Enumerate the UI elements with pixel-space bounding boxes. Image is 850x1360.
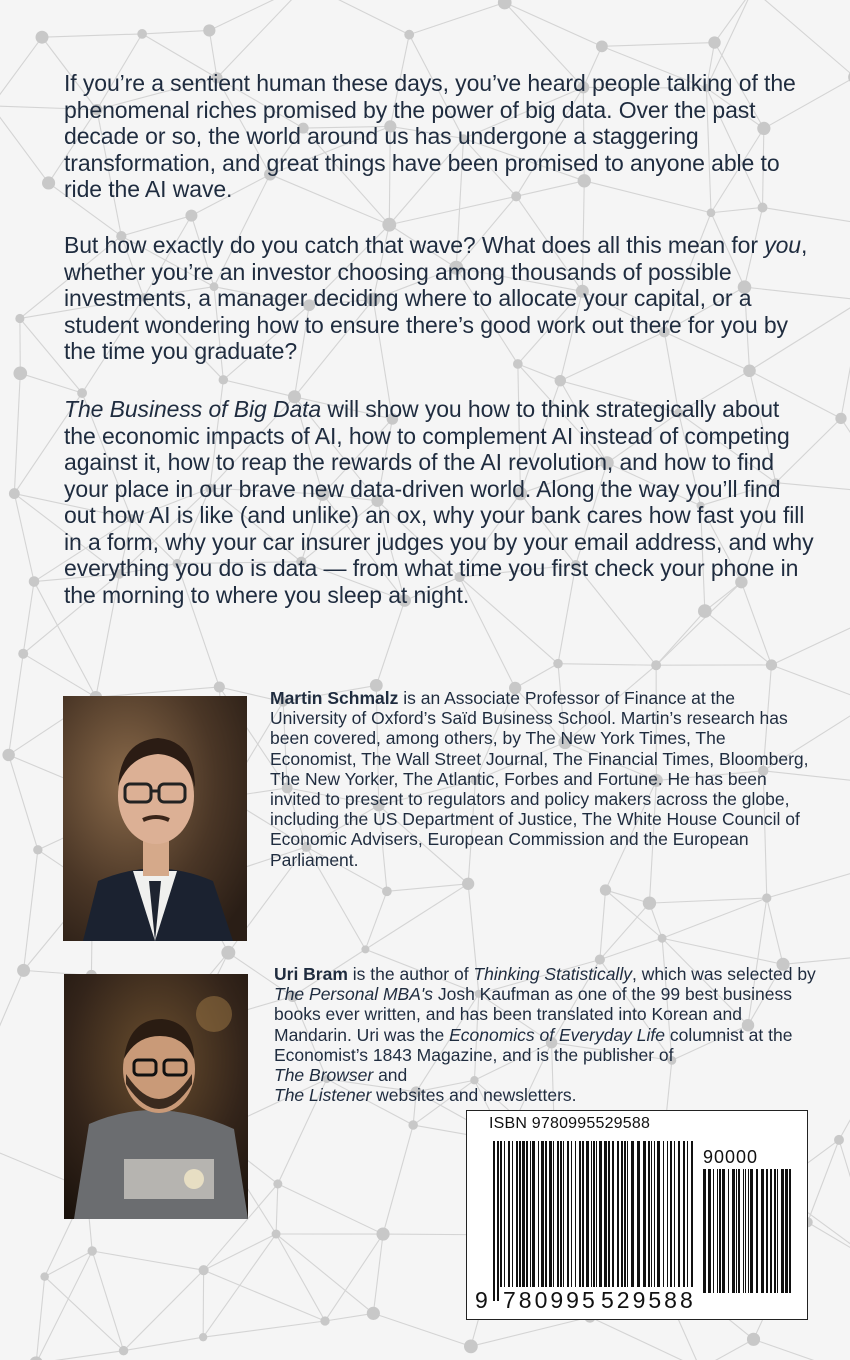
- author-bio-text: is the author of: [347, 964, 474, 984]
- blurb-paragraph-2: [64, 232, 814, 365]
- barcode-lead-digit: 9: [475, 1287, 488, 1313]
- author-photo-martin-schmalz: [63, 696, 247, 941]
- author-name: Uri Bram: [274, 964, 348, 984]
- column-title: Economics of Everyday Life: [449, 1024, 666, 1045]
- blurb-paragraph-3: [64, 396, 814, 608]
- author-bio-text: websites and newsletters.: [371, 1085, 577, 1106]
- blurb-text: But how exactly do you catch that wave? What does all this mean for: [64, 232, 765, 258]
- author-bio-uri-bram: [274, 964, 819, 1105]
- book-title: The Business of Big Data: [64, 396, 322, 422]
- author-bio-text: , which was selected by: [631, 964, 816, 984]
- isbn-barcode: [466, 1110, 808, 1320]
- author-bio-text: is an Associate Professor of Finance at the University of Oxford’s Saïd Business School. Martin’s research has been covered, among others, by The New York Times, The Economist, The Wall Street Journal, The Financial Times, Bloomberg, The New Yorker, The Atlantic, Forbes and Fortune. He has been invited to present to regulators and policy makers across the globe, including the US Department of Justice, The White House Council of Economic Advisers, European Commission and the European Parliament.: [270, 688, 809, 870]
- author-bio-text: Josh Kaufman as one of the 99 best business books ever written, and has been translated into Korean and Mandarin. Uri was the: [274, 984, 792, 1045]
- blurb-text: will show you how to think strategically about the economic impacts of AI, how to complement AI instead of competing against it, how to reap the rewards of the AI revolution, and how to find your place in our brave new data-driven world. Along the way you’ll find out how AI is like (and unlike) an ox, why your bank cares how fast you fill in a form, why your car insurer judges you by your email address, and why everything you do is data — from what time you first check your phone in the morning to where you sleep at night.: [64, 396, 814, 608]
- barcode-bars: [493, 1141, 693, 1301]
- blurb-text: , whether you’re an investor choosing among thousands of possible investments, a manager deciding where to allocate your capital, or a student wondering how to ensure there’s good work out there for you by the time you graduate?: [64, 232, 808, 364]
- isbn-label: ISBN 9780995529588: [489, 1115, 651, 1132]
- barcode-addon-bars: [703, 1169, 793, 1307]
- author-bio-text: columnist at the Economist’s 1843 Magazine, and is the publisher of: [274, 1024, 793, 1065]
- author-name: Martin Schmalz: [270, 688, 399, 708]
- barcode-digits-left: 780995: [503, 1287, 598, 1313]
- publication-title: The Browser: [274, 1065, 374, 1086]
- emphasis-you: you: [764, 232, 801, 258]
- book-title: Thinking Statistically: [473, 964, 632, 984]
- publication-title: The Listener: [274, 1085, 372, 1106]
- barcode-addon-number: 90000: [703, 1147, 759, 1167]
- author-bio-text: and: [373, 1065, 408, 1086]
- book-title: The Personal MBA's: [274, 984, 433, 1005]
- blurb-text: If you’re a sentient human these days, you’ve heard people talking of the phenomenal riches promised by the power of big data. Over the past decade or so, the world around us has undergone a staggering transformation, and great things have been promised to anyone able to ride the AI wave.: [64, 70, 796, 202]
- author-photo-uri-bram: [64, 974, 248, 1219]
- barcode-digits-right: 529588: [601, 1287, 696, 1313]
- blurb-paragraph-1: [64, 70, 814, 203]
- author-bio-martin-schmalz: [270, 688, 815, 870]
